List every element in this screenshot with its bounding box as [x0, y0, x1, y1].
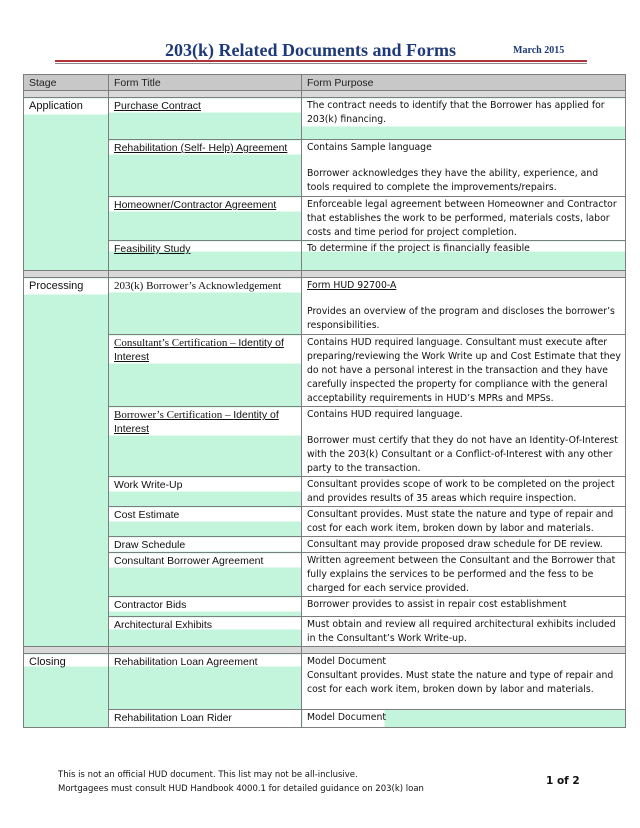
form-purpose-cell — [302, 278, 626, 335]
form-title-cell — [109, 507, 302, 537]
form-purpose-cell — [302, 241, 626, 271]
table-row — [24, 553, 626, 597]
form-purpose: To determine if the project is financially feasible — [307, 243, 530, 254]
form-purpose-cell — [302, 335, 626, 407]
footer-line-2: Mortgagees must consult HUD Handbook 4000.1 for detailed guidance on 203(k) loan — [58, 784, 424, 794]
form-purpose: Model Document — [307, 712, 387, 723]
table-row — [24, 335, 626, 407]
table-row — [24, 407, 626, 477]
spacer-row — [24, 91, 626, 98]
stage-application — [24, 98, 109, 271]
table-row — [24, 617, 626, 647]
form-purpose-cell — [302, 507, 626, 537]
form-purpose: Contains Sample language — [307, 142, 432, 153]
form-purpose: Model Document — [307, 656, 387, 667]
spacer-row — [24, 647, 626, 654]
table-row — [24, 537, 626, 553]
form-title-cell — [109, 477, 302, 507]
form-title[interactable]: Consultant’s Certification – Identity of Interest — [114, 337, 284, 363]
form-purpose: Consultant provides scope of work to be completed on the project and provides results of 35 areas which require inspection. — [307, 479, 615, 504]
form-purpose: Enforceable legal agreement between Homeowner and Contractor that establishes the work to be performed, materials costs, labor costs and time period for project completion. — [307, 199, 617, 238]
form-title-cell — [109, 537, 302, 553]
form-purpose-cell — [302, 140, 626, 197]
form-title[interactable]: Rehabilitation Loan Agreement — [114, 656, 258, 668]
header-rule-gray — [55, 63, 587, 64]
form-title[interactable]: 203(k) Borrower’s Acknowledgement — [114, 280, 282, 292]
form-purpose-cell — [302, 477, 626, 507]
form-purpose-cell — [302, 537, 626, 553]
form-title[interactable]: Consultant Borrower Agreement — [114, 555, 264, 567]
header-stage: Stage — [24, 75, 109, 91]
form-title[interactable]: Feasibility Study — [114, 243, 191, 255]
spacer-row — [24, 271, 626, 278]
table-header-row — [24, 75, 626, 91]
form-purpose-cell — [302, 597, 626, 617]
form-title-cell — [109, 241, 302, 271]
footer-disclaimer — [58, 768, 424, 796]
documents-table — [23, 74, 626, 728]
stage-label: Closing — [29, 656, 66, 668]
form-title[interactable]: Rehabilitation Loan Rider — [114, 712, 232, 724]
form-purpose-cell — [302, 654, 626, 710]
form-purpose: Written agreement between the Consultant and the Borrower that fully explains the services to be performed and the fess to be charged for each service provided. — [307, 555, 616, 594]
table-row — [24, 197, 626, 241]
form-title-cell — [109, 98, 302, 140]
table-row — [24, 278, 626, 335]
stage-label: Application — [29, 100, 83, 112]
form-title[interactable]: Architectural Exhibits — [114, 619, 213, 631]
form-title[interactable]: Purchase Contract — [114, 100, 201, 112]
form-title[interactable]: Borrower’s Certification – Identity of Interest — [114, 409, 279, 435]
form-purpose: Borrower provides to assist in repair cost establishment — [307, 599, 567, 610]
form-title-cell — [109, 597, 302, 617]
form-purpose: Consultant provides. Must state the nature and type of repair and cost for each work item, broken down by labor and materials. — [307, 670, 614, 695]
form-purpose: Borrower acknowledges they have the ability, experience, and tools required to complete the improvements/repairs. — [307, 168, 599, 193]
header-form-title: Form Title — [109, 75, 302, 91]
form-title-cell — [109, 654, 302, 710]
table-row — [24, 241, 626, 271]
form-purpose: Provides an overview of the program and discloses the borrower’s responsibilities. — [307, 306, 615, 331]
form-title[interactable]: Contractor Bids — [114, 599, 187, 611]
form-purpose-cell — [302, 98, 626, 140]
form-purpose-cell — [302, 710, 626, 728]
table-row — [24, 140, 626, 197]
stage-processing — [24, 278, 109, 647]
table-row — [24, 477, 626, 507]
table-row — [24, 98, 626, 140]
form-purpose: The contract needs to identify that the Borrower has applied for 203(k) financing. — [307, 100, 605, 125]
form-link[interactable]: Form HUD 92700-A — [307, 280, 397, 291]
form-purpose-cell — [302, 553, 626, 597]
form-purpose: Consultant may provide proposed draw schedule for DE review. — [307, 539, 603, 550]
table-row — [24, 654, 626, 710]
form-purpose: Contains HUD required language. — [307, 409, 463, 420]
header-form-purpose: Form Purpose — [302, 75, 626, 91]
page-title: 203(k) Related Documents and Forms — [165, 40, 456, 60]
stage-label: Processing — [29, 280, 84, 292]
form-title-cell — [109, 335, 302, 407]
form-title[interactable]: Work Write-Up — [114, 479, 183, 491]
form-purpose-cell — [302, 407, 626, 477]
footer-line-1: This is not an official HUD document. This list may not be all-inclusive. — [58, 770, 358, 780]
form-title-cell — [109, 617, 302, 647]
table-row — [24, 507, 626, 537]
form-title-cell — [109, 407, 302, 477]
form-purpose: Consultant provides. Must state the nature and type of repair and cost for each work item, broken down by labor and materials. — [307, 509, 614, 534]
form-title-cell — [109, 553, 302, 597]
table-row — [24, 710, 626, 728]
form-purpose-cell — [302, 617, 626, 647]
form-title[interactable]: Cost Estimate — [114, 509, 180, 521]
form-title-cell — [109, 140, 302, 197]
form-purpose: Contains HUD required language. Consultant must execute after preparing/reviewing the Work Write up and Cost Estimate that they do not have a personal interest in the transaction and they have carefully inspected the property for compliance with the general acceptability requirements in HUD’s MPRs and MPSs. — [307, 337, 621, 404]
header-rule-red — [55, 60, 587, 62]
form-title-cell — [109, 278, 302, 335]
form-title-cell — [109, 710, 302, 728]
form-title-cell — [109, 197, 302, 241]
form-title[interactable]: Homeowner/Contractor Agreement — [114, 199, 277, 211]
form-title[interactable]: Draw Schedule — [114, 539, 186, 551]
form-purpose-cell — [302, 197, 626, 241]
form-purpose: Borrower must certify that they do not have an Identity-Of-Interest with the 203(k) Consultant or a Conflict-of-Interest with any other party to the transaction. — [307, 435, 618, 474]
form-title[interactable]: Rehabilitation (Self- Help) Agreement — [114, 142, 288, 154]
form-purpose: Must obtain and review all required architectural exhibits included in the Consultant’s Work Write-up. — [307, 619, 616, 644]
table-row — [24, 597, 626, 617]
document-date: March 2015 — [513, 45, 565, 56]
stage-closing — [24, 654, 109, 728]
page-number: 1 of 2 — [546, 775, 580, 787]
